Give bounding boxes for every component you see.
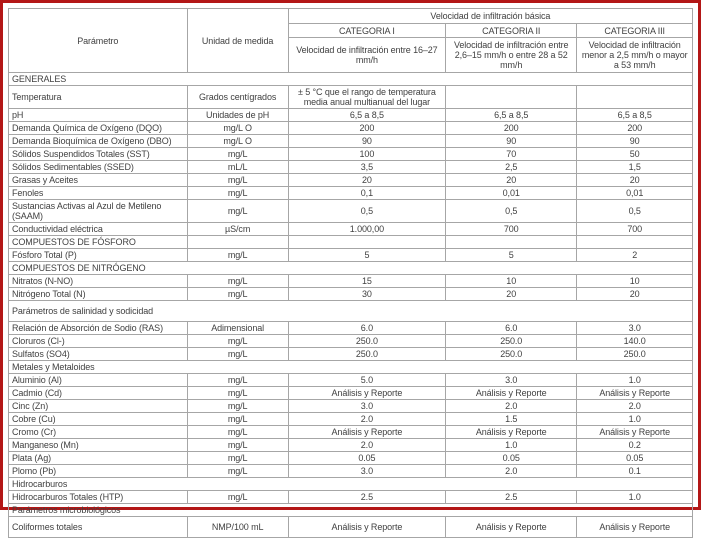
header-categoria-3-desc: Velocidad de infiltración menor a 2,5 mm/h o mayor a 53 mm/h xyxy=(577,38,693,73)
value-cell-cat3: 1,5 xyxy=(577,161,693,174)
table-row xyxy=(9,122,693,135)
param-cell: Nitratos (N-NO) xyxy=(9,275,188,288)
table-row xyxy=(9,148,693,161)
value-cell-cat1: 3.0 xyxy=(288,465,445,478)
value-cell-cat2: 250.0 xyxy=(446,335,577,348)
unit-cell: Unidades de pH xyxy=(187,109,288,122)
param-cell: Nitrógeno Total (N) xyxy=(9,288,188,301)
value-cell-cat3: 250.0 xyxy=(577,348,693,361)
unit-cell xyxy=(187,236,288,249)
unit-cell: mg/L xyxy=(187,413,288,426)
table-row xyxy=(9,174,693,187)
value-cell-cat3: 0.05 xyxy=(577,452,693,465)
value-cell-cat2: 6,5 a 8,5 xyxy=(446,109,577,122)
param-cell: Cadmio (Cd) xyxy=(9,387,188,400)
infiltration-parameters-table xyxy=(8,8,693,538)
value-cell-cat1: 2.0 xyxy=(288,413,445,426)
section-label: COMPUESTOS DE NITRÓGENO xyxy=(9,262,693,275)
unit-cell: mL/L xyxy=(187,161,288,174)
header-categoria-3: CATEGORIA III xyxy=(577,24,693,38)
unit-cell: mg/L xyxy=(187,249,288,262)
value-cell-cat3: 2.0 xyxy=(577,400,693,413)
unit-cell: mg/L O xyxy=(187,122,288,135)
param-cell: Sulfatos (SO4) xyxy=(9,348,188,361)
value-cell-cat2 xyxy=(446,236,577,249)
table-row xyxy=(9,335,693,348)
value-cell-cat2: 2.5 xyxy=(446,491,577,504)
value-cell-cat1: 90 xyxy=(288,135,445,148)
header-categoria-2-desc: Velocidad de infiltración entre 2,6–15 mm/h o entre 28 a 52 mm/h xyxy=(446,38,577,73)
param-cell: Plomo (Pb) xyxy=(9,465,188,478)
unit-cell: mg/L xyxy=(187,439,288,452)
section-row xyxy=(9,73,693,86)
value-cell-cat1: 250.0 xyxy=(288,335,445,348)
value-cell-cat1: 1.000,00 xyxy=(288,223,445,236)
table-row xyxy=(9,400,693,413)
section-row xyxy=(9,478,693,491)
unit-cell: mg/L xyxy=(187,335,288,348)
value-cell-cat3: Análisis y Reporte xyxy=(577,387,693,400)
value-cell-cat2: 20 xyxy=(446,288,577,301)
table-row xyxy=(9,200,693,223)
param-cell: Grasas y Aceites xyxy=(9,174,188,187)
unit-cell: µS/cm xyxy=(187,223,288,236)
value-cell-cat2: 2.0 xyxy=(446,400,577,413)
header-row-group xyxy=(9,9,693,24)
value-cell-cat2: 2.0 xyxy=(446,465,577,478)
value-cell-cat2: 6.0 xyxy=(446,322,577,335)
unit-cell: Adimensional xyxy=(187,322,288,335)
value-cell-cat2: 0,5 xyxy=(446,200,577,223)
header-categoria-1-desc: Velocidad de infiltración entre 16–27 mm/h xyxy=(288,38,445,73)
value-cell-cat3: 0,01 xyxy=(577,187,693,200)
table-row xyxy=(9,452,693,465)
table-row xyxy=(9,517,693,538)
value-cell-cat3: 1.0 xyxy=(577,491,693,504)
value-cell-cat1: 15 xyxy=(288,275,445,288)
value-cell-cat1: 0,1 xyxy=(288,187,445,200)
value-cell-cat2: 250.0 xyxy=(446,348,577,361)
header-parametro: Parámetro xyxy=(9,9,188,73)
value-cell-cat3 xyxy=(577,236,693,249)
param-cell: Aluminio (Al) xyxy=(9,374,188,387)
value-cell-cat3: 3.0 xyxy=(577,322,693,335)
table-row xyxy=(9,275,693,288)
unit-cell: mg/L xyxy=(187,465,288,478)
section-label: Hidrocarburos xyxy=(9,478,693,491)
section-row xyxy=(9,301,693,322)
value-cell-cat1: 5.0 xyxy=(288,374,445,387)
value-cell-cat3: 0.1 xyxy=(577,465,693,478)
section-label: Parámetros de salinidad y sodicidad xyxy=(9,301,693,322)
value-cell-cat1: 5 xyxy=(288,249,445,262)
table-row xyxy=(9,249,693,262)
param-cell: Manganeso (Mn) xyxy=(9,439,188,452)
param-cell: Sustancias Activas al Azul de Metileno (SAAM) xyxy=(9,200,188,223)
value-cell-cat2: 5 xyxy=(446,249,577,262)
param-cell: Cinc (Zn) xyxy=(9,400,188,413)
table-row xyxy=(9,439,693,452)
unit-cell: mg/L xyxy=(187,400,288,413)
table-row xyxy=(9,223,693,236)
value-cell-cat1: 250.0 xyxy=(288,348,445,361)
table-row xyxy=(9,86,693,109)
unit-cell: mg/L xyxy=(187,426,288,439)
unit-cell: mg/L xyxy=(187,288,288,301)
section-row xyxy=(9,504,693,517)
value-cell-cat2: 10 xyxy=(446,275,577,288)
table-row xyxy=(9,491,693,504)
value-cell-cat3: 1.0 xyxy=(577,413,693,426)
value-cell-cat1: 6,5 a 8,5 xyxy=(288,109,445,122)
value-cell-cat1: 2.0 xyxy=(288,439,445,452)
table-row xyxy=(9,413,693,426)
value-cell-cat1: 100 xyxy=(288,148,445,161)
table-row xyxy=(9,426,693,439)
value-cell-cat3 xyxy=(577,86,693,109)
value-cell-cat3: 20 xyxy=(577,288,693,301)
value-cell-cat2: Análisis y Reporte xyxy=(446,426,577,439)
value-cell-cat2: 20 xyxy=(446,174,577,187)
value-cell-cat3: 20 xyxy=(577,174,693,187)
value-cell-cat2: 1.5 xyxy=(446,413,577,426)
value-cell-cat3: Análisis y Reporte xyxy=(577,517,693,538)
value-cell-cat1: 200 xyxy=(288,122,445,135)
value-cell-cat3: 50 xyxy=(577,148,693,161)
param-cell: Sólidos Sedimentables (SSED) xyxy=(9,161,188,174)
unit-cell: mg/L xyxy=(187,187,288,200)
table-row xyxy=(9,348,693,361)
table-row xyxy=(9,161,693,174)
table-row xyxy=(9,465,693,478)
header-unidad: Unidad de medida xyxy=(187,9,288,73)
value-cell-cat2: 1.0 xyxy=(446,439,577,452)
value-cell-cat3: 6,5 a 8,5 xyxy=(577,109,693,122)
unit-cell: mg/L xyxy=(187,348,288,361)
header-categoria-1: CATEGORIA I xyxy=(288,24,445,38)
section-label: COMPUESTOS DE FÓSFORO xyxy=(9,236,188,249)
unit-cell: mg/L xyxy=(187,174,288,187)
param-cell: Cobre (Cu) xyxy=(9,413,188,426)
value-cell-cat1: 3.0 xyxy=(288,400,445,413)
value-cell-cat1: 30 xyxy=(288,288,445,301)
param-cell: Fenoles xyxy=(9,187,188,200)
section-row xyxy=(9,236,693,249)
section-row xyxy=(9,262,693,275)
header-group-velocidad: Velocidad de infiltración básica xyxy=(288,9,692,24)
table-row xyxy=(9,387,693,400)
table-row xyxy=(9,322,693,335)
value-cell-cat3: 2 xyxy=(577,249,693,262)
value-cell-cat3: 0,5 xyxy=(577,200,693,223)
value-cell-cat2: 3.0 xyxy=(446,374,577,387)
value-cell-cat2 xyxy=(446,86,577,109)
value-cell-cat1: 20 xyxy=(288,174,445,187)
table-row xyxy=(9,288,693,301)
value-cell-cat2: 2,5 xyxy=(446,161,577,174)
section-row xyxy=(9,361,693,374)
value-cell-cat3: 1.0 xyxy=(577,374,693,387)
param-cell: Demanda Química de Oxígeno (DQO) xyxy=(9,122,188,135)
table-row xyxy=(9,135,693,148)
param-cell: Fósforo Total (P) xyxy=(9,249,188,262)
value-cell-cat3: 200 xyxy=(577,122,693,135)
param-cell: Coliformes totales xyxy=(9,517,188,538)
value-cell-cat1: 3,5 xyxy=(288,161,445,174)
value-cell-cat3: 10 xyxy=(577,275,693,288)
section-label: Parámetros microbiológicos xyxy=(9,504,693,517)
header-categoria-2: CATEGORIA II xyxy=(446,24,577,38)
param-cell: Conductividad eléctrica xyxy=(9,223,188,236)
param-cell: Sólidos Suspendidos Totales (SST) xyxy=(9,148,188,161)
table-row xyxy=(9,187,693,200)
unit-cell: mg/L xyxy=(187,491,288,504)
unit-cell: mg/L xyxy=(187,275,288,288)
unit-cell: Grados centígrados xyxy=(187,86,288,109)
value-cell-cat2: 70 xyxy=(446,148,577,161)
value-cell-cat1: Análisis y Reporte xyxy=(288,426,445,439)
param-cell: Hidrocarburos Totales (HTP) xyxy=(9,491,188,504)
param-cell: Relación de Absorción de Sodio (RAS) xyxy=(9,322,188,335)
value-cell-cat1: Análisis y Reporte xyxy=(288,387,445,400)
section-label: Metales y Metaloides xyxy=(9,361,693,374)
value-cell-cat2: 90 xyxy=(446,135,577,148)
param-cell: Cromo (Cr) xyxy=(9,426,188,439)
value-cell-cat3: 90 xyxy=(577,135,693,148)
value-cell-cat1: 6.0 xyxy=(288,322,445,335)
value-cell-cat2: 0,01 xyxy=(446,187,577,200)
unit-cell: mg/L xyxy=(187,452,288,465)
param-cell: pH xyxy=(9,109,188,122)
value-cell-cat1: Análisis y Reporte xyxy=(288,517,445,538)
table-body xyxy=(9,73,693,538)
value-cell-cat2: Análisis y Reporte xyxy=(446,517,577,538)
value-cell-cat3: Análisis y Reporte xyxy=(577,426,693,439)
value-cell-cat1: ± 5 °C que el rango de temperatura media anual multianual del lugar xyxy=(288,86,445,109)
value-cell-cat3: 700 xyxy=(577,223,693,236)
unit-cell: mg/L O xyxy=(187,135,288,148)
value-cell-cat2: 700 xyxy=(446,223,577,236)
value-cell-cat1 xyxy=(288,236,445,249)
unit-cell: NMP/100 mL xyxy=(187,517,288,538)
unit-cell: mg/L xyxy=(187,200,288,223)
value-cell-cat2: 200 xyxy=(446,122,577,135)
value-cell-cat2: Análisis y Reporte xyxy=(446,387,577,400)
param-cell: Plata (Ag) xyxy=(9,452,188,465)
value-cell-cat1: 0.05 xyxy=(288,452,445,465)
value-cell-cat1: 0,5 xyxy=(288,200,445,223)
unit-cell: mg/L xyxy=(187,374,288,387)
value-cell-cat3: 0.2 xyxy=(577,439,693,452)
table-row xyxy=(9,109,693,122)
param-cell: Temperatura xyxy=(9,86,188,109)
value-cell-cat3: 140.0 xyxy=(577,335,693,348)
unit-cell: mg/L xyxy=(187,387,288,400)
section-label: GENERALES xyxy=(9,73,693,86)
param-cell: Demanda Bioquímica de Oxígeno (DBO) xyxy=(9,135,188,148)
value-cell-cat2: 0.05 xyxy=(446,452,577,465)
table-row xyxy=(9,374,693,387)
value-cell-cat1: 2.5 xyxy=(288,491,445,504)
table-header xyxy=(9,9,693,73)
param-cell: Cloruros (Cl-) xyxy=(9,335,188,348)
unit-cell: mg/L xyxy=(187,148,288,161)
